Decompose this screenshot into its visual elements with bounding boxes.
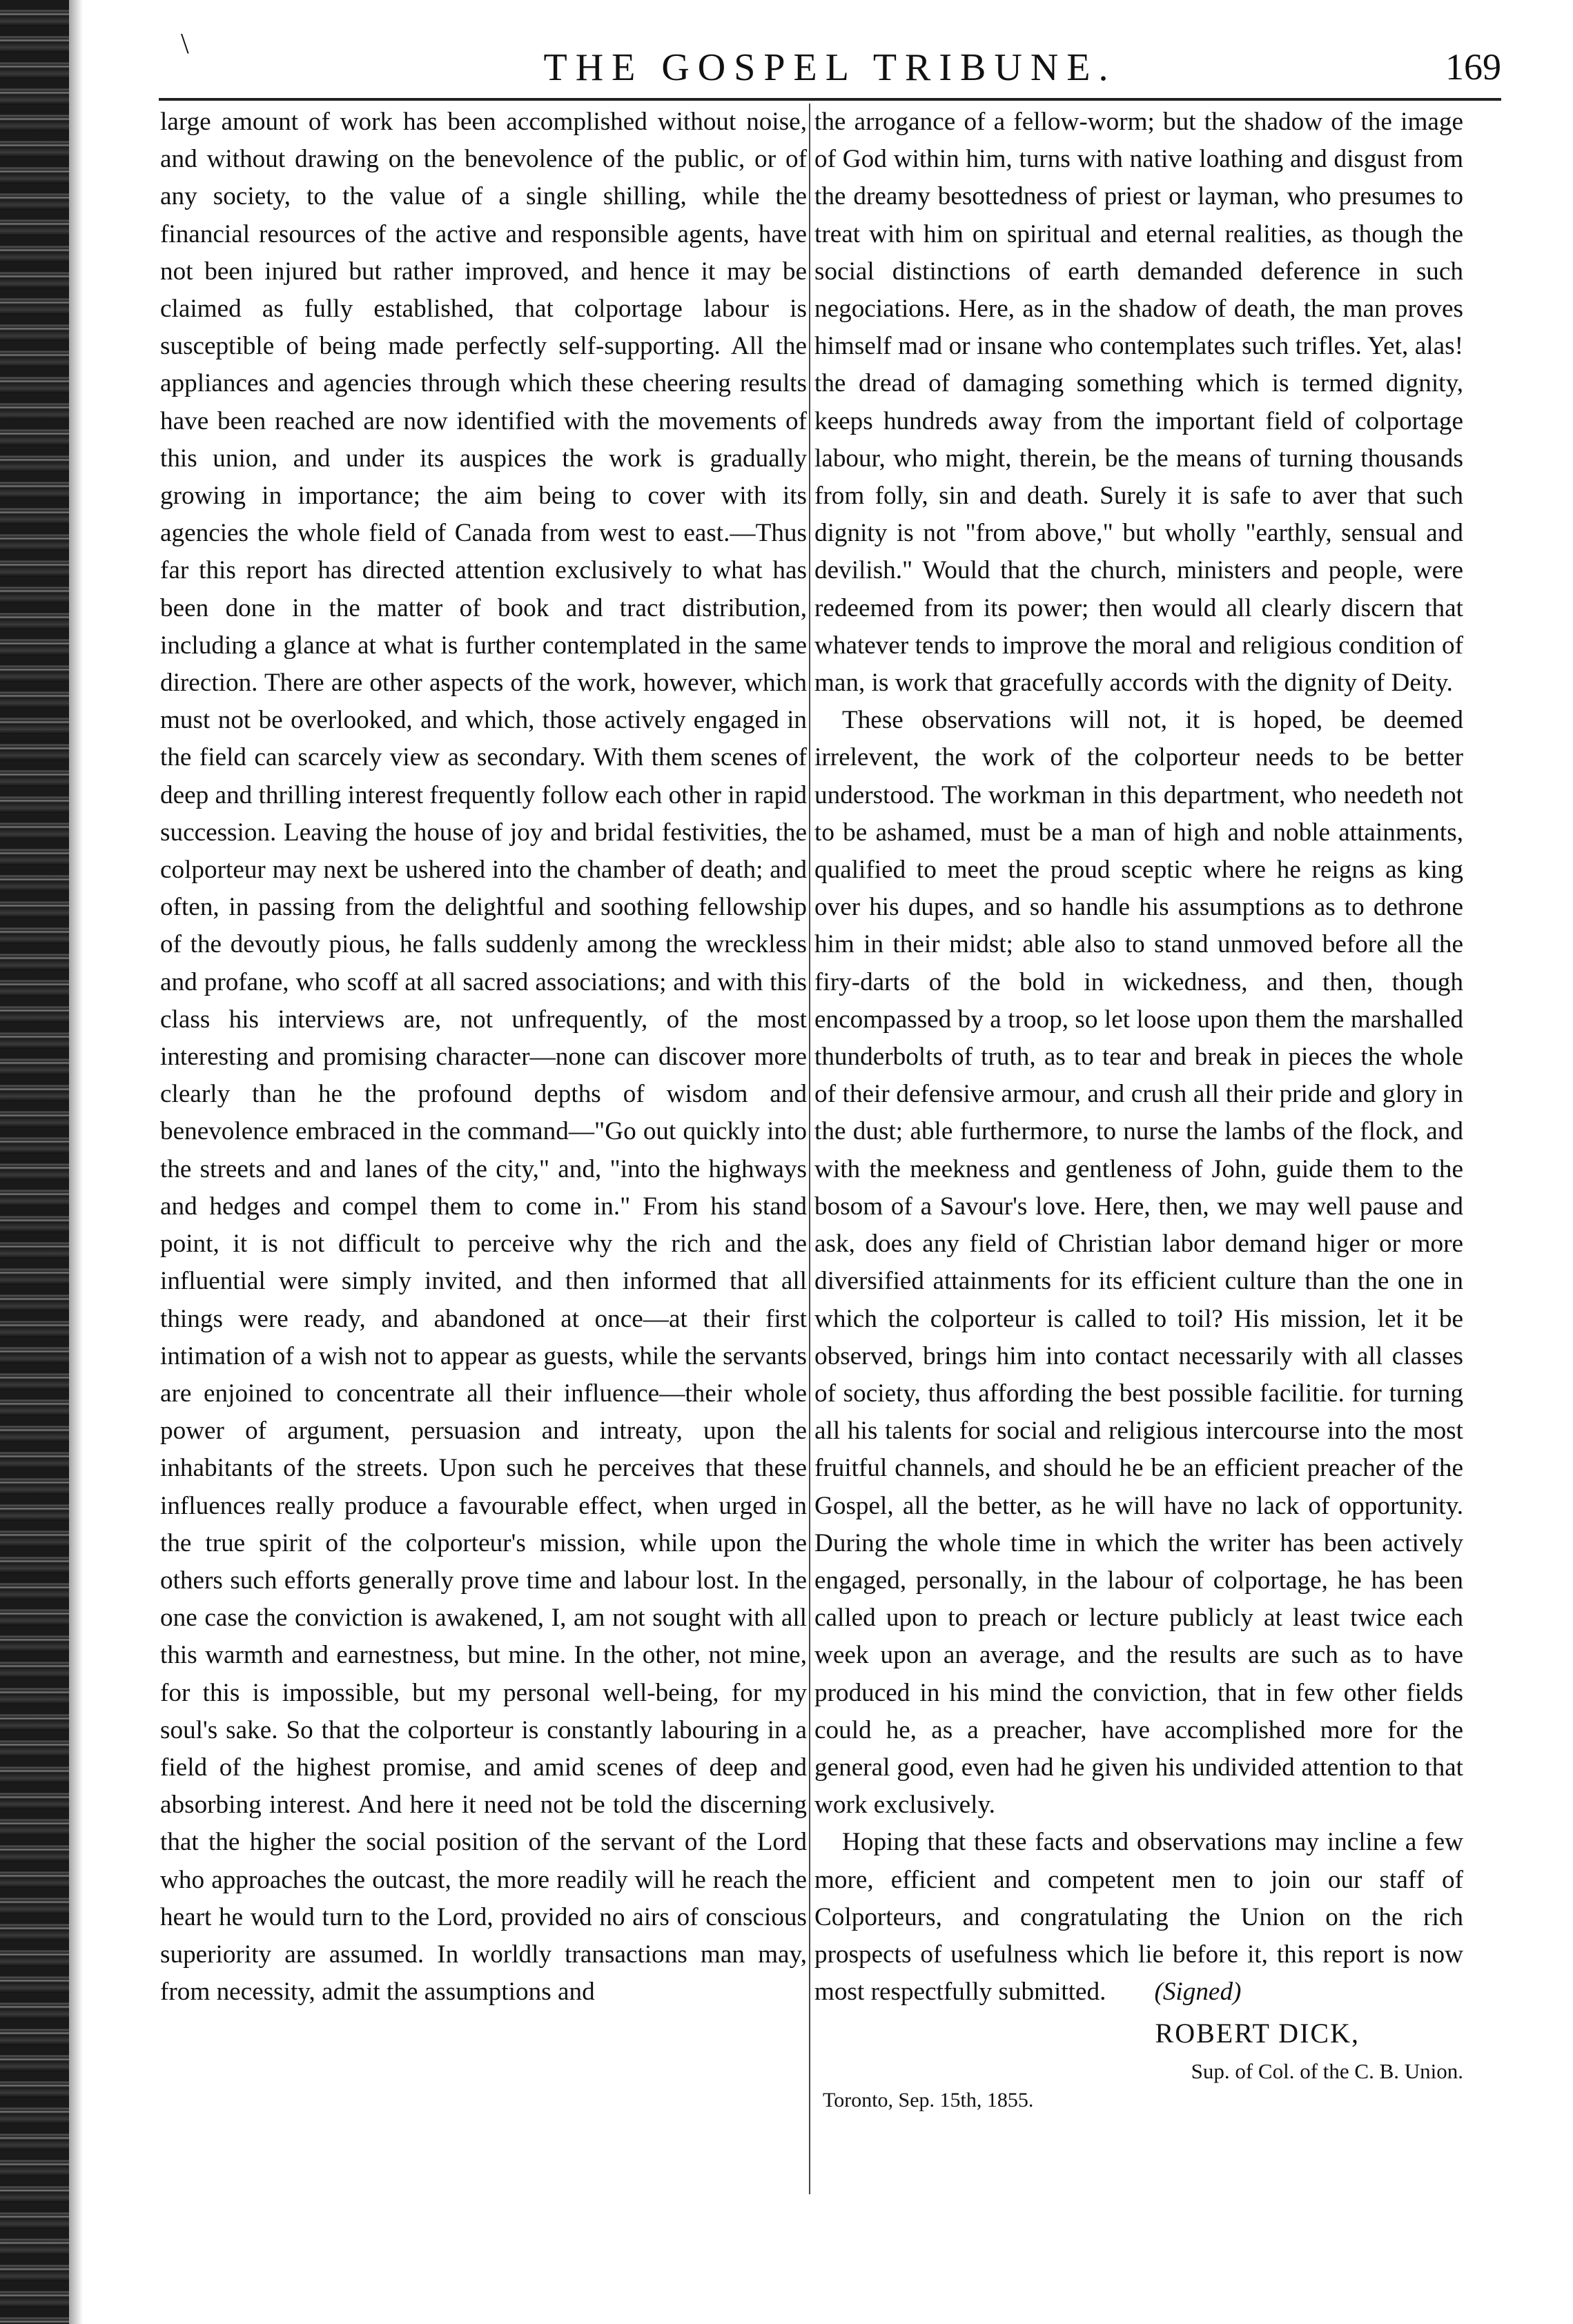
left-column: [160, 104, 807, 2011]
corner-mark: \: [181, 28, 189, 60]
right-paragraph-1: the arrogance of a fellow-worm; but the shadow of the image of God within him, turns with native loathing and disgust from the dreamy besottedness of priest or layman, who presumes to treat with him on spiritual and eternal realities, as though the social distinctions of earth demanded deference in such negociations. Here, as in the shadow of death, the man proves himself mad or insane who contemplates such trifles. Yet, alas! the dread of damaging something which is termed dignity, keeps hundreds away from the important field of colportage labour, who might, therein, be the means of turning thousands from folly, sin and death. Surely it is safe to aver that such dignity is not "from above," but wholly "earthly, sensual and devilish." Would that the church, ministers and people, were redeemed from its power; then would all clearly discern that whatever tends to improve the moral and religious condition of man, is work that gracefully accords with the dignity of Deity.: [814, 108, 1463, 698]
header-rule: [159, 98, 1501, 101]
page-number: 169: [1445, 46, 1501, 88]
right-paragraph-2: These observations will not, it is hoped, be deemed irrelevent, the work of the colporteur needs to be better understood. The workman in this department, who needeth not to be ashamed, must be a man of high and noble attainments, qualified to meet the proud sceptic where he reigns as king over his dupes, and so handle his assumptions as to dethrone him in their midst; able also to stand unmoved before all the firy-darts of the bold in wickedness, and then, though encompassed by a troop, so let loose upon them the marshalled thunderbolts of truth, as to tear and break in pieces the whole of their defensive armour, and crush all their pride and glory in the dust; able furthermore, to nurse the lambs of the flock, and with the meekness and gentleness of John, guide them to the bosom of a Savour's love. Here, then, we may well pause and ask, does any field of Christian labor demand higer or more diversified attainments for its efficient culture than the one in which the colporteur is called to toil? His mission, let it be observed, brings him into contact necessarily with all classes of society, thus affording the best possible facilitie. for turning all his talents for social and religious intercourse into the most fruitful channels, and should he be an efficient preacher of the Gospel, all the better, as he will have no lack of opportunity. During the whole time in which the writer has been actively engaged, personally, in the labour of colportage, he has been called upon to preach or lecture publicly at least twice each week upon an average, and the results are such as to have produced in his mind the conviction, that in few other fields could he, as a preacher, have accomplished more for the general good, even had he given his undivided attention to that work exclusively.: [814, 706, 1463, 1820]
right-column: [814, 104, 1463, 2115]
page-header: [159, 46, 1501, 95]
closing-paragraph-text: Hoping that these facts and observations may incline a few more, efficient and competent men to join our staff of Colporteurs, and congratulating the Union on the rich prospects of usefulness which lie before it, this report is now most respectfully submitted.: [814, 1828, 1463, 2007]
signature-name: ROBERT DICK,: [1155, 2018, 1360, 2049]
signature-block: [814, 2053, 1463, 2115]
left-column-paragraph: large amount of work has been accomplished without noise, and without drawing on the benevolence of the public, or of any society, to the value of a single shilling, while the financial resources of the active and responsible agents, have not been injured but rather improved, and hence it may be claimed as fully established, that colportage labour is susceptible of being made perfectly self-supporting. All the appliances and agencies through which these cheering results have been reached are now identified with the movements of this union, and under its auspices the work is gradually growing in importance; the aim being to cover with its agencies the whole field of Canada from west to east.—Thus far this report has directed attention exclusively to what has been done in the matter of book and tract distribution, including a glance at what is further contemplated in the same direction. There are other aspects of the work, however, which must not be overlooked, and which, those actively engaged in the field can scarcely view as secondary. With them scenes of deep and thrilling interest frequently follow each other in rapid succession. Leaving the house of joy and bridal festivities, the colporteur may next be ushered into the chamber of death; and often, in passing from the delightful and soothing fellowship of the devoutly pious, he falls suddenly among the wreckless and profane, who scoff at all sacred associations; and with this class his interviews are, not unfrequently, of the most interesting and promising character—none can discover more clearly than he the profound depths of wisdom and benevolence embraced in the command—"Go out quickly into the streets and and lanes of the city," and, "into the highways and hedges and compel them to come in." From his stand point, it is not difficult to perceive why the rich and the influential were simply invited, and then informed that all things were ready, and abandoned at once—at their first intimation of a wish not to appear as guests, while the servants are enjoined to concentrate all their influence—their whole power of argument, persuasion and intreaty, upon the inhabitants of the streets. Upon such he perceives that these influences really produce a favourable effect, when urged in the true spirit of the colporteur's mission, while upon the others such efforts generally prove time and labour lost. In the one case the conviction is awakened, I, am not sought with all this warmth and earnestness, but mine. In the other, not mine, for this is impossible, but my personal well-being, for my soul's sake. So that the colporteur is constantly labouring in a field of the highest promise, and amid scenes of deep and absorbing interest. And here it need not be told the discerning that the higher the social position of the servant of the Lord who approaches the outcast, the more readily will he reach the heart he would turn to the Lord, provided no airs of conscious superiority are assumed. In worldly transactions man may, from necessity, admit the assumptions and: [160, 108, 807, 2007]
scan-binding-edge: [0, 0, 69, 2324]
signature-title: Sup. of Col. of the C. B. Union.: [1191, 2058, 1463, 2083]
place-date: Toronto, Sep. 15th, 1855.: [823, 2088, 1034, 2111]
column-divider: [809, 104, 810, 2194]
signed-label: (Signed): [1154, 1978, 1242, 2007]
right-paragraph-3: [814, 1824, 1463, 2011]
page-title: THE GOSPEL TRIBUNE.: [543, 46, 1117, 89]
scan-edge-shadow: [69, 0, 83, 2324]
